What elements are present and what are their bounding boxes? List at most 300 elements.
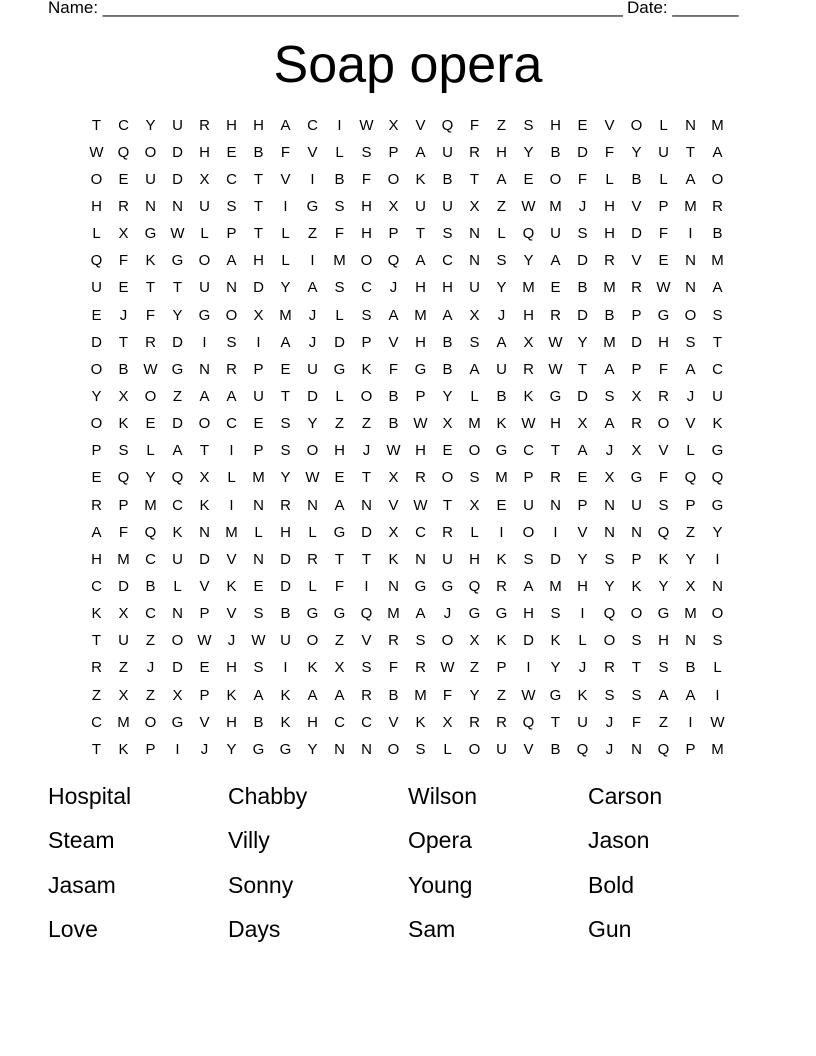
grid-letter[interactable]: S (604, 686, 615, 704)
grid-letter[interactable]: L (578, 632, 587, 650)
grid-letter[interactable]: E (550, 279, 561, 297)
grid-letter[interactable]: W (548, 333, 563, 351)
grid-letter[interactable]: Z (334, 632, 345, 650)
grid-letter[interactable]: O (603, 632, 616, 650)
grid-letter[interactable]: X (118, 225, 129, 243)
grid-letter[interactable]: P (685, 740, 696, 758)
grid-letter[interactable]: J (362, 442, 371, 460)
grid-letter[interactable]: H (199, 143, 210, 161)
grid-letter[interactable]: T (334, 550, 345, 568)
grid-letter[interactable]: G (711, 442, 724, 460)
grid-letter[interactable]: O (198, 252, 211, 270)
grid-letter[interactable]: K (415, 170, 426, 188)
grid-letter[interactable]: V (577, 523, 588, 541)
grid-letter[interactable]: G (306, 605, 319, 623)
grid-letter[interactable]: F (145, 306, 156, 324)
grid-letter[interactable]: V (415, 116, 426, 134)
grid-letter[interactable]: H (550, 415, 561, 433)
grid-letter[interactable]: G (333, 605, 346, 623)
grid-letter[interactable]: F (658, 360, 669, 378)
grid-letter[interactable]: M (711, 252, 724, 270)
grid-letter[interactable]: I (688, 713, 693, 731)
grid-letter[interactable]: M (414, 686, 427, 704)
grid-letter[interactable]: K (496, 415, 507, 433)
grid-letter[interactable]: Y (226, 740, 237, 758)
grid-letter[interactable]: V (226, 605, 237, 623)
grid-letter[interactable]: R (91, 659, 102, 677)
grid-letter[interactable]: U (469, 279, 480, 297)
grid-letter[interactable]: T (712, 333, 723, 351)
grid-letter[interactable]: C (145, 550, 156, 568)
grid-letter[interactable]: D (577, 143, 588, 161)
grid-letter[interactable]: Q (387, 252, 400, 270)
grid-letter[interactable]: R (523, 360, 534, 378)
grid-letter[interactable]: Q (684, 469, 697, 487)
grid-letter[interactable]: N (685, 632, 696, 650)
grid-letter[interactable]: F (577, 170, 588, 188)
grid-letter[interactable]: O (360, 252, 373, 270)
grid-letter[interactable]: R (361, 686, 372, 704)
grid-letter[interactable]: N (253, 550, 264, 568)
grid-letter[interactable]: U (199, 197, 210, 215)
grid-letter[interactable]: S (469, 469, 480, 487)
grid-letter[interactable]: M (252, 469, 265, 487)
grid-letter[interactable]: S (415, 632, 426, 650)
grid-letter[interactable]: S (334, 197, 345, 215)
grid-letter[interactable]: T (145, 279, 156, 297)
grid-letter[interactable]: P (226, 225, 237, 243)
grid-letter[interactable]: B (388, 387, 399, 405)
grid-letter[interactable]: F (604, 143, 615, 161)
grid-letter[interactable]: H (334, 442, 345, 460)
grid-letter[interactable]: U (523, 496, 534, 514)
grid-letter[interactable]: T (253, 197, 264, 215)
grid-letter[interactable]: L (200, 225, 209, 243)
grid-letter[interactable]: X (469, 632, 480, 650)
grid-letter[interactable]: G (441, 577, 454, 595)
grid-letter[interactable]: J (308, 306, 317, 324)
grid-letter[interactable]: U (442, 197, 453, 215)
grid-letter[interactable]: T (577, 360, 588, 378)
grid-letter[interactable]: C (145, 605, 156, 623)
grid-letter[interactable]: S (712, 306, 723, 324)
grid-letter[interactable]: L (497, 225, 506, 243)
grid-letter[interactable]: O (360, 387, 373, 405)
grid-letter[interactable]: S (604, 387, 615, 405)
grid-letter[interactable]: U (496, 360, 507, 378)
grid-letter[interactable]: D (172, 659, 183, 677)
grid-letter[interactable]: N (469, 252, 480, 270)
grid-letter[interactable]: D (172, 415, 183, 433)
grid-letter[interactable]: A (604, 360, 615, 378)
grid-letter[interactable]: D (253, 279, 264, 297)
grid-letter[interactable]: Y (280, 469, 291, 487)
grid-letter[interactable]: S (496, 252, 507, 270)
grid-letter[interactable]: W (386, 442, 401, 460)
grid-letter[interactable]: U (172, 550, 183, 568)
grid-letter[interactable]: K (172, 523, 183, 541)
grid-letter[interactable]: U (307, 360, 318, 378)
grid-letter[interactable]: D (577, 387, 588, 405)
grid-letter[interactable]: U (658, 143, 669, 161)
grid-letter[interactable]: M (495, 469, 508, 487)
grid-letter[interactable]: Q (657, 523, 670, 541)
grid-letter[interactable]: N (631, 523, 642, 541)
grid-letter[interactable]: Y (712, 523, 723, 541)
grid-letter[interactable]: A (334, 496, 345, 514)
grid-letter[interactable]: C (712, 360, 723, 378)
grid-letter[interactable]: R (280, 496, 291, 514)
grid-letter[interactable]: G (333, 523, 346, 541)
grid-letter[interactable]: B (496, 387, 507, 405)
grid-letter[interactable]: A (658, 686, 669, 704)
grid-letter[interactable]: I (715, 550, 720, 568)
grid-letter[interactable]: G (171, 713, 184, 731)
grid-letter[interactable]: O (468, 740, 481, 758)
grid-letter[interactable]: Q (603, 605, 616, 623)
grid-letter[interactable]: A (712, 143, 723, 161)
grid-letter[interactable]: D (172, 170, 183, 188)
grid-letter[interactable]: B (388, 686, 399, 704)
grid-letter[interactable]: A (496, 170, 507, 188)
grid-letter[interactable]: I (715, 686, 720, 704)
grid-letter[interactable]: T (199, 442, 210, 460)
grid-letter[interactable]: S (415, 740, 426, 758)
grid-letter[interactable]: J (389, 279, 398, 297)
grid-letter[interactable]: H (361, 225, 372, 243)
grid-letter[interactable]: T (91, 116, 102, 134)
grid-letter[interactable]: P (91, 442, 102, 460)
grid-letter[interactable]: W (521, 686, 536, 704)
grid-letter[interactable]: S (658, 496, 669, 514)
grid-letter[interactable]: U (172, 116, 183, 134)
grid-letter[interactable]: U (199, 279, 210, 297)
grid-letter[interactable]: R (118, 197, 129, 215)
grid-letter[interactable]: X (442, 713, 453, 731)
grid-letter[interactable]: J (578, 659, 587, 677)
grid-letter[interactable]: M (279, 306, 292, 324)
grid-letter[interactable]: Z (307, 225, 318, 243)
grid-letter[interactable]: T (631, 659, 642, 677)
grid-letter[interactable]: N (172, 605, 183, 623)
grid-letter[interactable]: U (712, 387, 723, 405)
grid-letter[interactable]: B (388, 415, 399, 433)
grid-letter[interactable]: D (334, 333, 345, 351)
grid-letter[interactable]: B (577, 279, 588, 297)
grid-letter[interactable]: N (361, 496, 372, 514)
grid-letter[interactable]: Z (469, 659, 480, 677)
grid-letter[interactable]: G (306, 197, 319, 215)
grid-letter[interactable]: T (685, 143, 696, 161)
grid-letter[interactable]: H (658, 632, 669, 650)
grid-letter[interactable]: A (280, 333, 291, 351)
grid-letter[interactable]: K (388, 550, 399, 568)
grid-letter[interactable]: I (256, 333, 261, 351)
grid-letter[interactable]: V (631, 252, 642, 270)
grid-letter[interactable]: Q (711, 469, 724, 487)
grid-letter[interactable]: C (334, 713, 345, 731)
grid-letter[interactable]: O (441, 469, 454, 487)
grid-letter[interactable]: A (415, 605, 426, 623)
grid-letter[interactable]: S (523, 550, 534, 568)
grid-letter[interactable]: Y (307, 740, 318, 758)
grid-letter[interactable]: G (657, 605, 670, 623)
grid-letter[interactable]: A (226, 387, 237, 405)
grid-letter[interactable]: F (280, 143, 291, 161)
grid-letter[interactable]: R (145, 333, 156, 351)
grid-letter[interactable]: N (685, 279, 696, 297)
grid-letter[interactable]: X (469, 306, 480, 324)
grid-letter[interactable]: Q (90, 252, 103, 270)
grid-letter[interactable]: R (496, 577, 507, 595)
grid-letter[interactable]: Y (550, 659, 561, 677)
grid-letter[interactable]: T (415, 225, 426, 243)
grid-letter[interactable]: L (254, 523, 263, 541)
grid-letter[interactable]: U (145, 170, 156, 188)
grid-letter[interactable]: O (630, 116, 643, 134)
grid-letter[interactable]: Y (631, 143, 642, 161)
grid-letter[interactable]: M (603, 333, 616, 351)
grid-letter[interactable]: U (415, 197, 426, 215)
grid-letter[interactable]: O (522, 523, 535, 541)
grid-letter[interactable]: E (199, 659, 210, 677)
grid-letter[interactable]: N (172, 197, 183, 215)
grid-letter[interactable]: D (577, 252, 588, 270)
grid-letter[interactable]: D (118, 577, 129, 595)
grid-letter[interactable]: B (145, 577, 156, 595)
grid-letter[interactable]: F (658, 225, 669, 243)
grid-letter[interactable]: K (226, 577, 237, 595)
grid-letter[interactable]: W (359, 116, 374, 134)
grid-letter[interactable]: K (523, 387, 534, 405)
grid-letter[interactable]: E (658, 252, 669, 270)
grid-letter[interactable]: H (226, 713, 237, 731)
grid-letter[interactable]: C (442, 252, 453, 270)
grid-letter[interactable]: J (200, 740, 209, 758)
grid-letter[interactable]: C (361, 279, 372, 297)
grid-letter[interactable]: E (442, 442, 453, 460)
grid-letter[interactable]: D (280, 550, 291, 568)
grid-letter[interactable]: D (199, 550, 210, 568)
grid-letter[interactable]: Q (117, 469, 130, 487)
grid-letter[interactable]: B (442, 360, 453, 378)
grid-letter[interactable]: N (334, 740, 345, 758)
grid-letter[interactable]: P (577, 496, 588, 514)
grid-letter[interactable]: W (413, 496, 428, 514)
grid-letter[interactable]: S (631, 632, 642, 650)
grid-letter[interactable]: Q (576, 740, 589, 758)
grid-letter[interactable]: D (631, 225, 642, 243)
grid-letter[interactable]: Z (334, 415, 345, 433)
grid-letter[interactable]: G (495, 442, 508, 460)
grid-letter[interactable]: X (631, 442, 642, 460)
grid-letter[interactable]: X (199, 170, 210, 188)
grid-letter[interactable]: R (307, 550, 318, 568)
grid-letter[interactable]: Z (91, 686, 102, 704)
grid-letter[interactable]: O (144, 387, 157, 405)
grid-letter[interactable]: O (549, 170, 562, 188)
grid-letter[interactable]: H (496, 143, 507, 161)
grid-letter[interactable]: F (388, 659, 399, 677)
grid-letter[interactable]: N (361, 740, 372, 758)
grid-letter[interactable]: B (118, 360, 129, 378)
grid-letter[interactable]: K (280, 686, 291, 704)
grid-letter[interactable]: W (548, 360, 563, 378)
grid-letter[interactable]: J (443, 605, 452, 623)
grid-letter[interactable]: V (685, 415, 696, 433)
grid-letter[interactable]: R (631, 415, 642, 433)
grid-letter[interactable]: K (658, 550, 669, 568)
grid-letter[interactable]: S (118, 442, 129, 460)
grid-letter[interactable]: G (495, 605, 508, 623)
grid-letter[interactable]: N (145, 197, 156, 215)
grid-letter[interactable]: S (280, 442, 291, 460)
grid-letter[interactable]: K (361, 360, 372, 378)
grid-letter[interactable]: A (415, 143, 426, 161)
grid-letter[interactable]: R (469, 143, 480, 161)
grid-letter[interactable]: P (361, 333, 372, 351)
grid-letter[interactable]: N (631, 740, 642, 758)
grid-letter[interactable]: D (631, 333, 642, 351)
grid-letter[interactable]: D (280, 577, 291, 595)
grid-letter[interactable]: A (604, 415, 615, 433)
grid-letter[interactable]: Z (685, 523, 696, 541)
grid-letter[interactable]: O (630, 605, 643, 623)
grid-letter[interactable]: U (91, 279, 102, 297)
grid-letter[interactable]: A (280, 116, 291, 134)
grid-letter[interactable]: M (333, 252, 346, 270)
grid-letter[interactable]: O (90, 360, 103, 378)
grid-letter[interactable]: O (171, 632, 184, 650)
grid-letter[interactable]: V (388, 496, 399, 514)
grid-letter[interactable]: A (226, 252, 237, 270)
grid-letter[interactable]: F (118, 252, 129, 270)
grid-letter[interactable]: E (253, 577, 264, 595)
grid-letter[interactable]: T (550, 442, 561, 460)
grid-letter[interactable]: K (496, 632, 507, 650)
grid-letter[interactable]: E (523, 170, 534, 188)
grid-letter[interactable]: M (225, 523, 238, 541)
grid-letter[interactable]: A (685, 170, 696, 188)
grid-letter[interactable]: O (441, 632, 454, 650)
grid-letter[interactable]: W (197, 632, 212, 650)
grid-letter[interactable]: W (170, 225, 185, 243)
grid-letter[interactable]: J (605, 740, 614, 758)
grid-letter[interactable]: F (118, 523, 129, 541)
grid-letter[interactable]: R (415, 659, 426, 677)
grid-letter[interactable]: I (580, 605, 585, 623)
grid-letter[interactable]: I (364, 577, 369, 595)
grid-letter[interactable]: V (226, 550, 237, 568)
grid-letter[interactable]: T (469, 170, 480, 188)
grid-letter[interactable]: K (145, 252, 156, 270)
grid-letter[interactable]: D (172, 333, 183, 351)
grid-letter[interactable]: X (388, 469, 399, 487)
grid-letter[interactable]: H (91, 197, 102, 215)
grid-letter[interactable]: L (173, 577, 182, 595)
grid-letter[interactable]: G (252, 740, 265, 758)
grid-letter[interactable]: R (604, 252, 615, 270)
grid-letter[interactable]: U (577, 713, 588, 731)
grid-letter[interactable]: P (631, 360, 642, 378)
grid-letter[interactable]: N (253, 496, 264, 514)
grid-letter[interactable]: U (118, 632, 129, 650)
grid-letter[interactable]: G (279, 740, 292, 758)
grid-letter[interactable]: U (496, 740, 507, 758)
grid-letter[interactable]: B (604, 306, 615, 324)
grid-letter[interactable]: M (117, 550, 130, 568)
grid-letter[interactable]: T (550, 713, 561, 731)
grid-letter[interactable]: V (361, 632, 372, 650)
grid-letter[interactable]: H (523, 605, 534, 623)
grid-letter[interactable]: T (253, 170, 264, 188)
grid-letter[interactable]: A (307, 686, 318, 704)
grid-letter[interactable]: J (227, 632, 236, 650)
grid-letter[interactable]: O (657, 415, 670, 433)
grid-letter[interactable]: K (226, 686, 237, 704)
grid-letter[interactable]: T (442, 496, 453, 514)
grid-letter[interactable]: K (118, 740, 129, 758)
grid-letter[interactable]: A (469, 360, 480, 378)
grid-letter[interactable]: O (387, 170, 400, 188)
grid-letter[interactable]: Z (145, 632, 156, 650)
grid-letter[interactable]: H (307, 713, 318, 731)
grid-letter[interactable]: T (172, 279, 183, 297)
grid-letter[interactable]: W (413, 415, 428, 433)
grid-letter[interactable]: D (577, 306, 588, 324)
grid-letter[interactable]: S (361, 659, 372, 677)
grid-letter[interactable]: G (414, 577, 427, 595)
grid-letter[interactable]: V (631, 197, 642, 215)
grid-letter[interactable]: W (521, 415, 536, 433)
grid-letter[interactable]: Y (658, 577, 669, 595)
grid-letter[interactable]: L (659, 116, 668, 134)
grid-letter[interactable]: I (283, 197, 288, 215)
grid-letter[interactable]: U (631, 496, 642, 514)
grid-letter[interactable]: E (577, 116, 588, 134)
grid-letter[interactable]: R (550, 469, 561, 487)
grid-letter[interactable]: L (92, 225, 101, 243)
grid-letter[interactable]: H (550, 116, 561, 134)
grid-letter[interactable]: H (469, 550, 480, 568)
grid-letter[interactable]: B (253, 143, 264, 161)
grid-letter[interactable]: M (468, 415, 481, 433)
grid-letter[interactable]: Y (685, 550, 696, 568)
grid-letter[interactable]: H (280, 523, 291, 541)
grid-letter[interactable]: S (226, 197, 237, 215)
grid-letter[interactable]: A (442, 306, 453, 324)
grid-letter[interactable]: E (226, 143, 237, 161)
grid-letter[interactable]: P (685, 496, 696, 514)
grid-letter[interactable]: P (253, 360, 264, 378)
grid-letter[interactable]: S (280, 415, 291, 433)
grid-letter[interactable]: X (469, 496, 480, 514)
grid-letter[interactable]: A (253, 686, 264, 704)
grid-letter[interactable]: C (226, 415, 237, 433)
grid-letter[interactable]: H (415, 442, 426, 460)
grid-letter[interactable]: Y (145, 116, 156, 134)
grid-letter[interactable]: P (523, 469, 534, 487)
grid-letter[interactable]: S (361, 143, 372, 161)
grid-letter[interactable]: R (604, 659, 615, 677)
grid-letter[interactable]: I (526, 659, 531, 677)
grid-letter[interactable]: O (90, 170, 103, 188)
grid-letter[interactable]: M (711, 740, 724, 758)
grid-letter[interactable]: A (91, 523, 102, 541)
grid-letter[interactable]: H (91, 550, 102, 568)
grid-letter[interactable]: A (334, 686, 345, 704)
grid-letter[interactable]: A (685, 686, 696, 704)
